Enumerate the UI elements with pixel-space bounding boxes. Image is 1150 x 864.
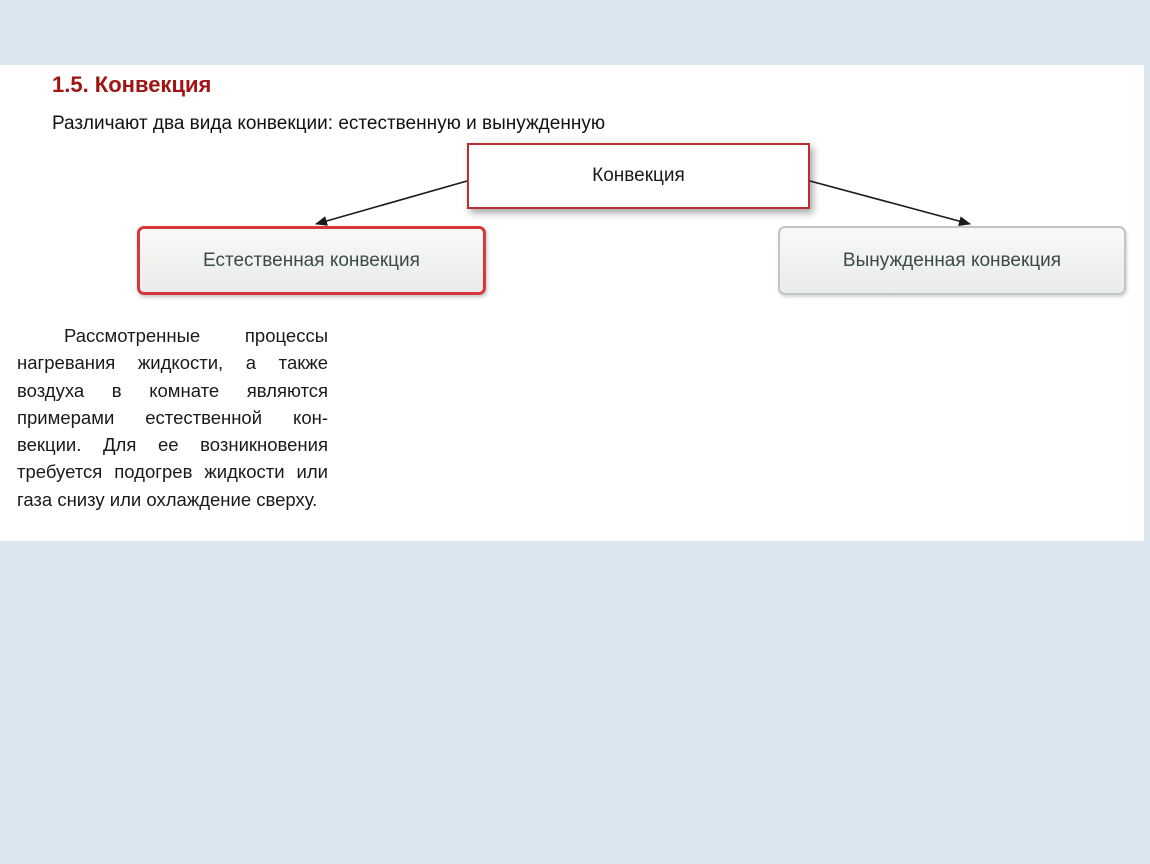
node-natural-convection-label: Естественная конвекция — [203, 249, 420, 271]
node-convection-label: Конвекция — [592, 165, 685, 186]
slide-subtitle: Различают два вида конвекции: естественную и вынужденную — [52, 113, 606, 134]
arrow-to-forced — [810, 181, 970, 224]
node-natural-convection — [137, 226, 486, 295]
arrow-to-natural — [316, 181, 467, 224]
body-paragraph: Рассмотренные процессы нагревания жидкости, а также воздуха в комнате являются примерами естественной кон- векции. Для ее возникновения требуется подогрев жидкости или газа снизу или охлаждение сверху. — [17, 325, 328, 510]
node-forced-convection — [778, 226, 1126, 295]
slide-panel — [0, 65, 1144, 541]
node-forced-convection-label: Вынужденная конвекция — [842, 249, 1062, 271]
slide-title: 1.5. Конвекция — [52, 72, 212, 97]
node-convection — [467, 143, 810, 209]
